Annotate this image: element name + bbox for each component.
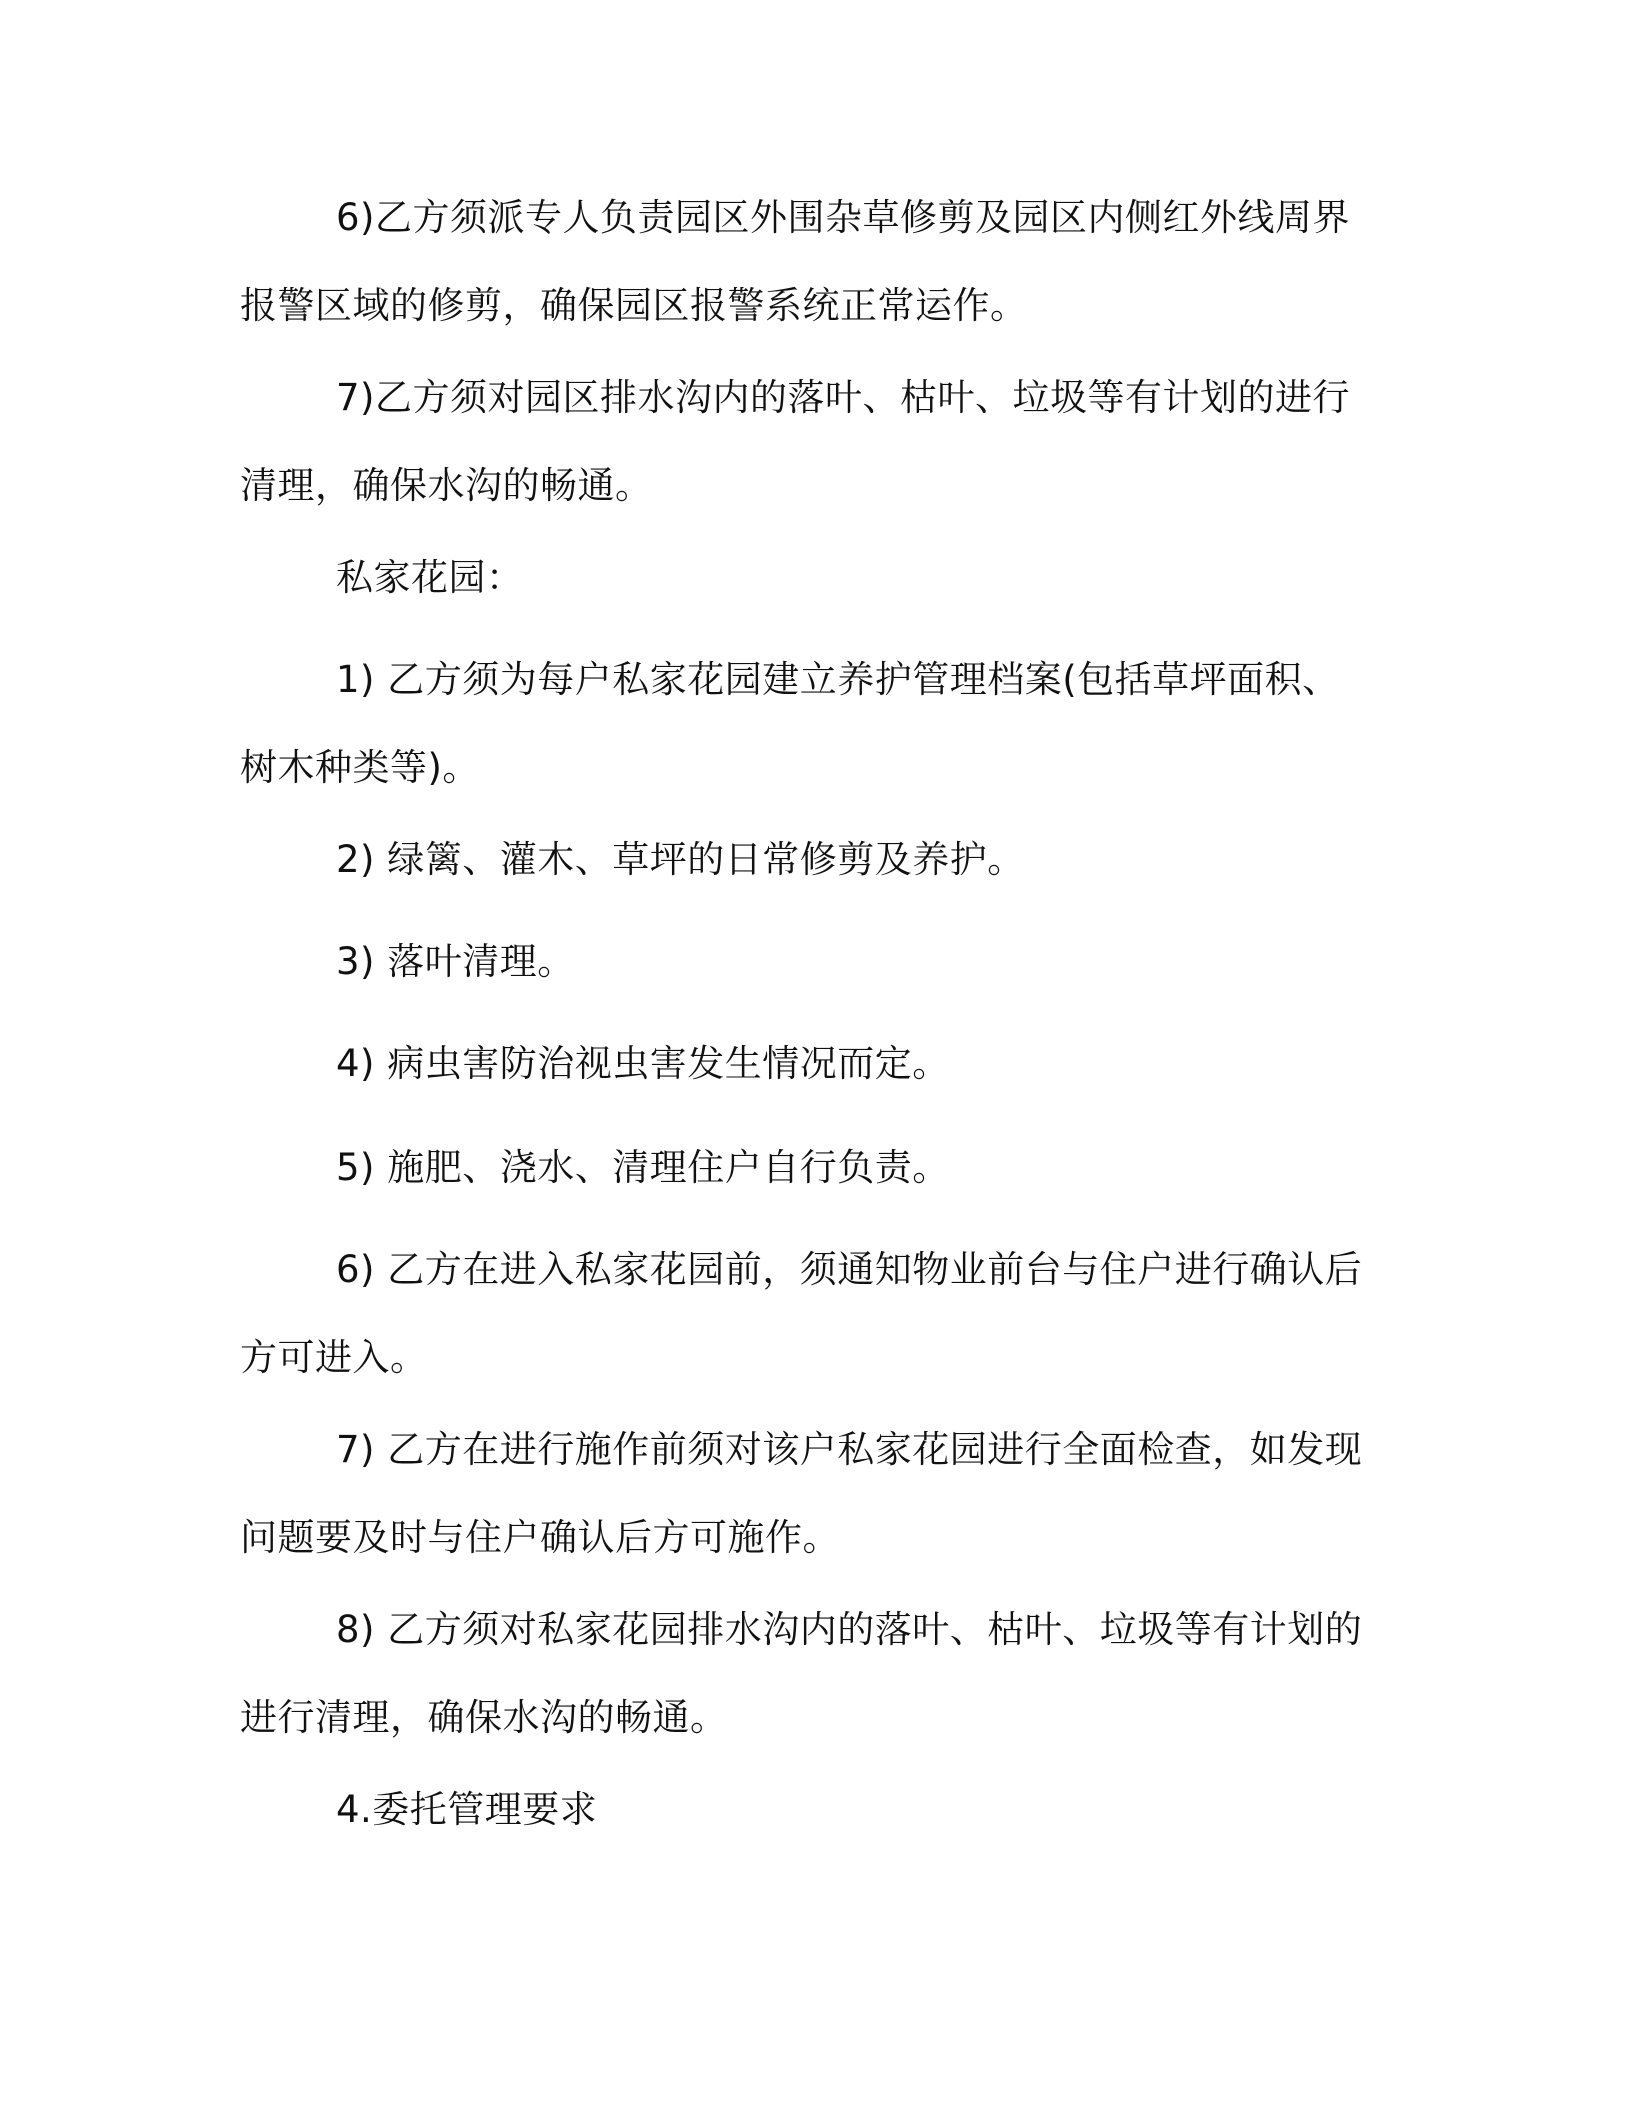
paragraph-9: 6) 乙方在进入私家花园前，须通知物业前台与住户进行确认后方可进入。: [240, 1248, 1363, 1379]
paragraph-4: 1) 乙方须为每户私家花园建立养护管理档案(包括草坪面积、树木种类等)。: [240, 658, 1340, 789]
paragraph-5: 2) 绿篱、灌木、草坪的日常修剪及养护。: [336, 838, 1025, 881]
paragraph-1: 6)乙方须派专人负责园区外围杂草修剪及园区内侧红外线周界报警区域的修剪，确保园区报警系统正常运作。: [240, 196, 1350, 327]
paragraph-2: 7)乙方须对园区排水沟内的落叶、枯叶、垃圾等有计划的进行清理，确保水沟的畅通。: [240, 376, 1350, 507]
paragraph-6: 3) 落叶清理。: [336, 940, 575, 983]
section-heading: 4.委托管理要求: [336, 1788, 598, 1831]
paragraph-11: 8) 乙方须对私家花园排水沟内的落叶、枯叶、垃圾等有计划的进行清理，确保水沟的畅通。: [240, 1608, 1363, 1739]
paragraph-8: 5) 施肥、浇水、清理住户自行负责。: [336, 1146, 950, 1189]
paragraph-3-heading: 私家花园：: [336, 556, 524, 599]
paragraph-10: 7) 乙方在进行施作前须对该户私家花园进行全面检查，如发现问题要及时与住户确认后方可施作。: [240, 1428, 1363, 1559]
paragraph-7: 4) 病虫害防治视虫害发生情况而定。: [336, 1042, 950, 1085]
